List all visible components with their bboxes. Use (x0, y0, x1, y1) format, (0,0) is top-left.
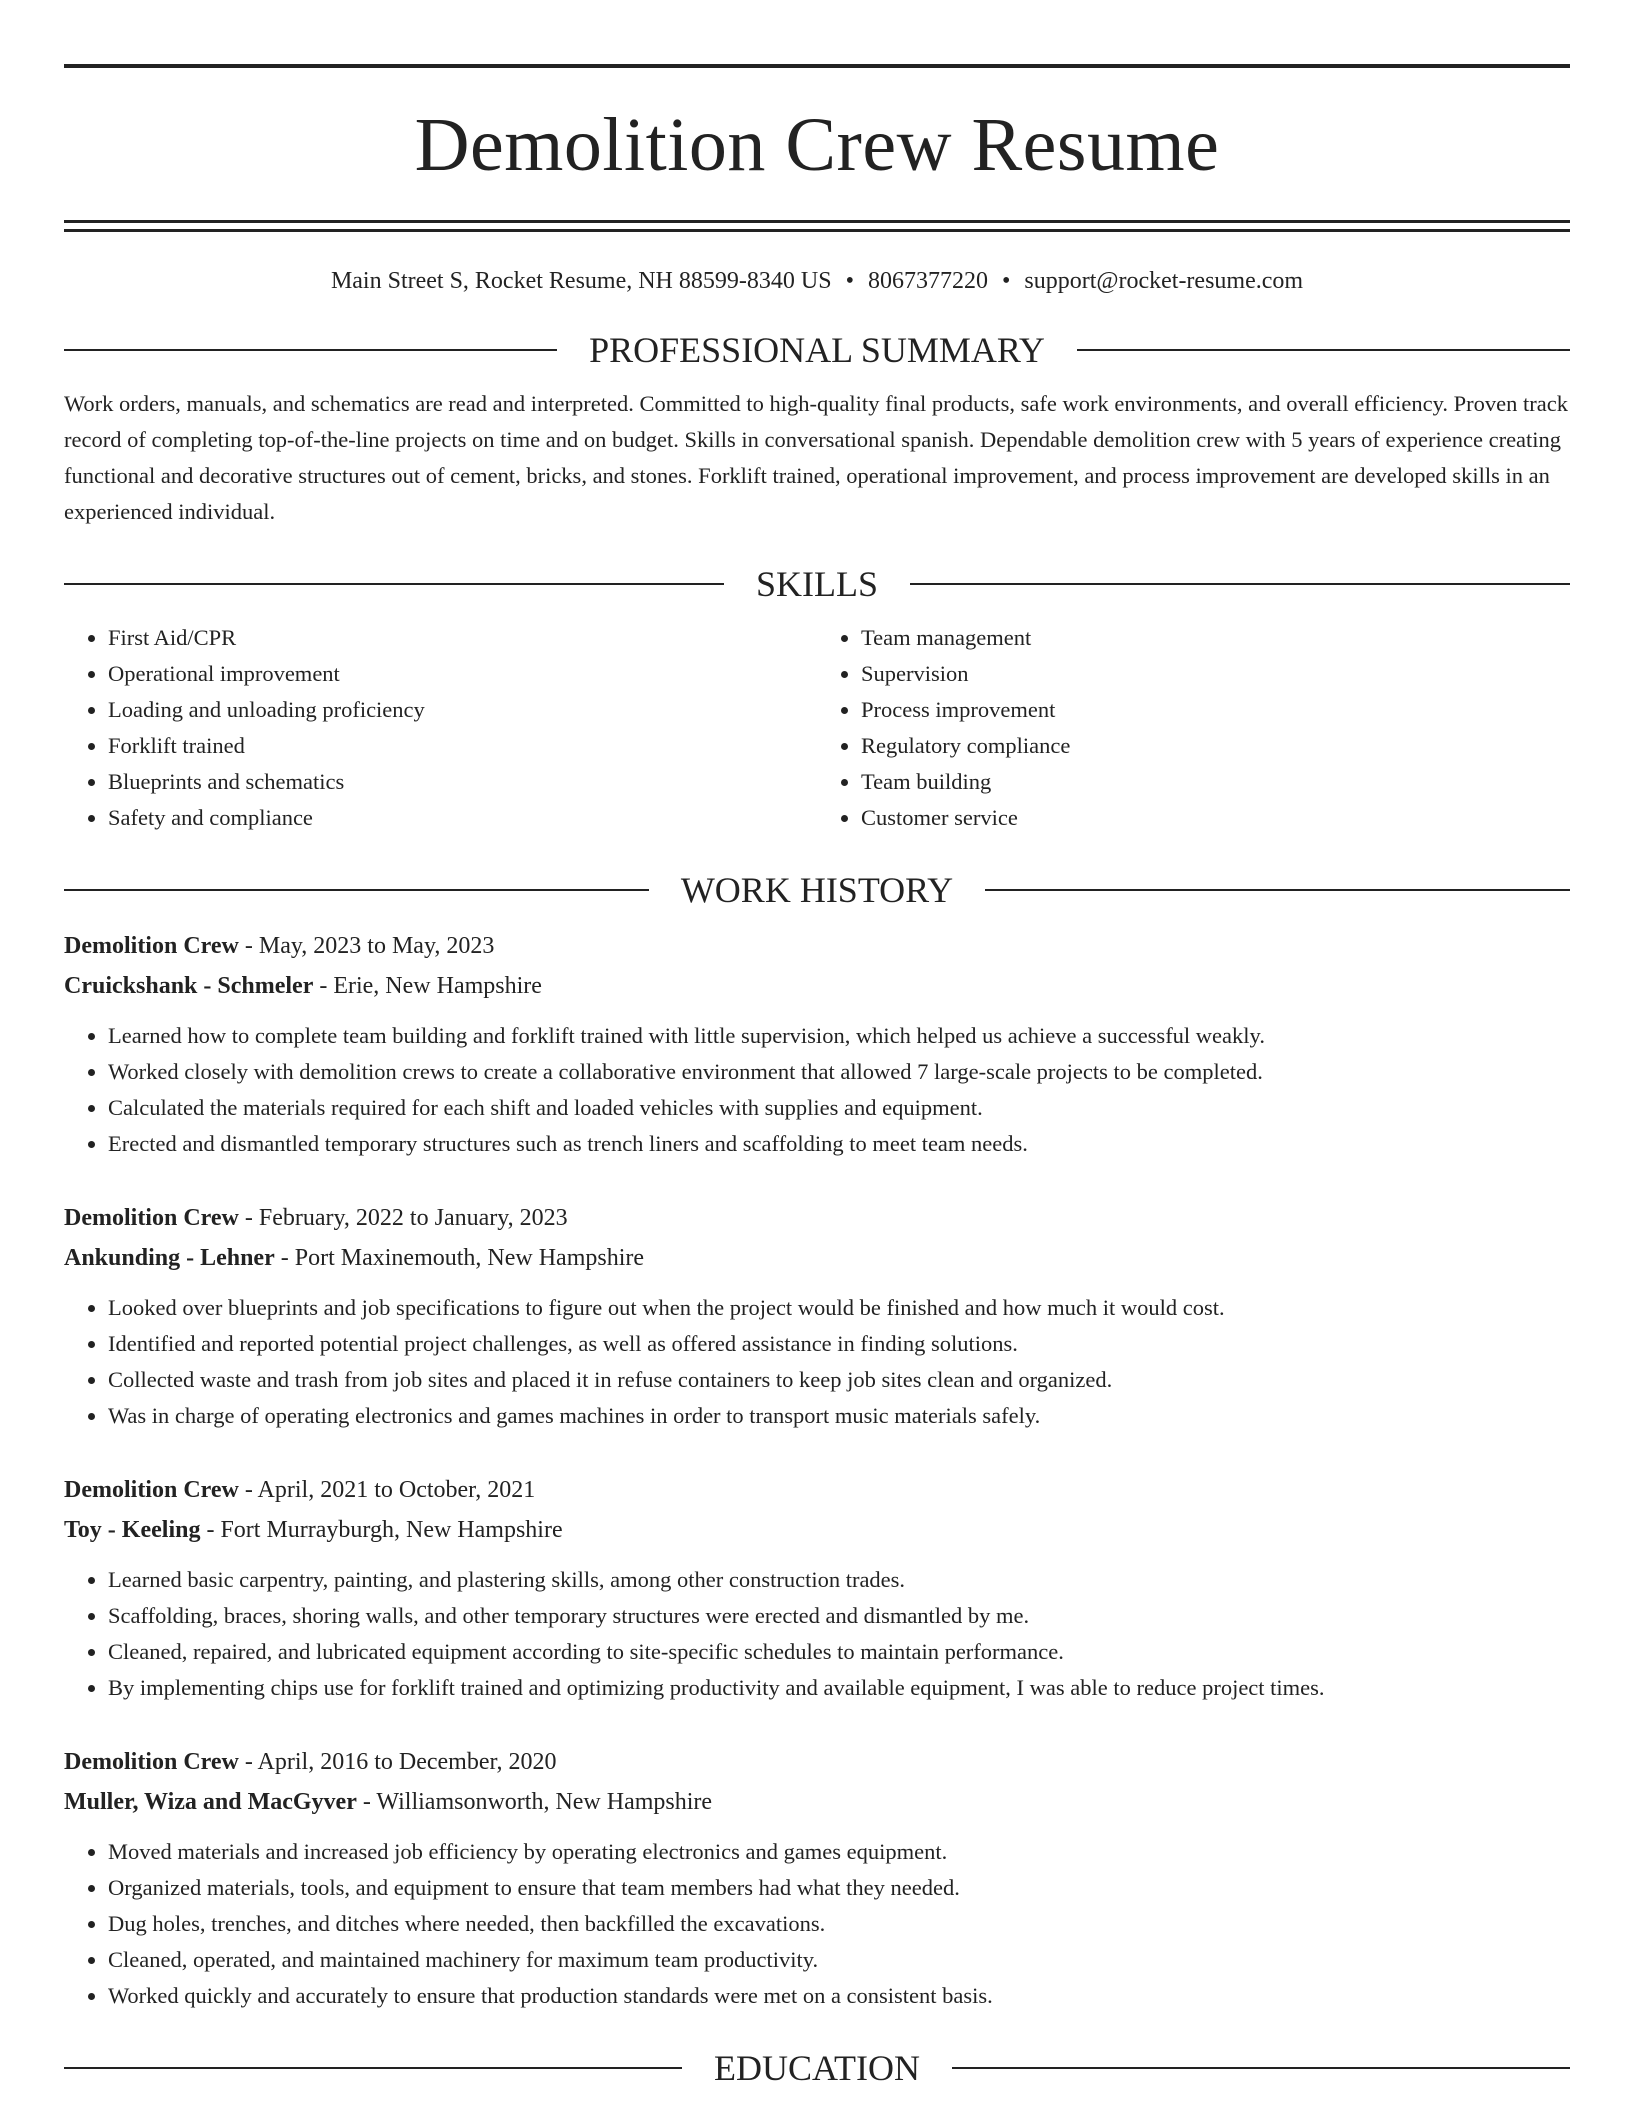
summary-text: Work orders, manuals, and schematics are read and interpreted. Committed to high-quality final products, safe work environments, and overall efficiency. Proven track record of completing top-of-the-line projects on time and on budget. Skills in conversational spanish. Dependable demolition crew with 5 years of experience creating functional and decorative structures out of cement, bricks, and stones. Forklift trained, operational improvement, and process improvement are developed skills in an experienced individual. (64, 391, 1568, 524)
skill-item: • Forklift trained (108, 728, 817, 764)
job-role: Demolition Crew (64, 1477, 239, 1503)
job-title-line (64, 1198, 1570, 1238)
job-bullets (64, 1290, 1570, 1434)
job-company: Muller, Wiza and MacGyver (64, 1789, 357, 1815)
heading-rule (64, 349, 557, 351)
job-bullet: • Was in charge of operating electronics and games machines in order to transport music materials safely. (108, 1398, 1570, 1434)
job-bullet: • Dug holes, trenches, and ditches where needed, then backfilled the excavations. (108, 1906, 1570, 1942)
job-bullet: • Erected and dismantled temporary structures such as trench liners and scaffolding to meet team needs. (108, 1126, 1570, 1162)
job-title-line (64, 1470, 1570, 1510)
skills-column-right (817, 620, 1570, 836)
job-bullet: • Learned how to complete team building and forklift trained with little supervision, which helped us achieve a successful weakly. (108, 1018, 1570, 1054)
job-bullet: • Cleaned, repaired, and lubricated equipment according to site-specific schedules to maintain performance. (108, 1634, 1570, 1670)
skill-item: • Team management (861, 620, 1570, 656)
job-bullet: • Moved materials and increased job efficiency by operating electronics and games equipment. (108, 1834, 1570, 1870)
contact-line (64, 266, 1570, 296)
job-location: - Fort Murrayburgh, New Hampshire (200, 1517, 563, 1543)
job-bullet: • Learned basic carpentry, painting, and plastering skills, among other construction trades. (108, 1562, 1570, 1598)
section-heading-skills (64, 564, 1570, 604)
skill-item: • Supervision (861, 656, 1570, 692)
skill-item: • First Aid/CPR (108, 620, 817, 656)
contact-separator: • (1001, 268, 1011, 294)
job-bullet: • Identified and reported potential project challenges, as well as offered assistance in finding solutions. (108, 1326, 1570, 1362)
job-bullet: • Looked over blueprints and job specifications to figure out when the project would be finished and how much it would cost. (108, 1290, 1570, 1326)
skill-item: • Blueprints and schematics (108, 764, 817, 800)
section-heading-summary (64, 330, 1570, 370)
skill-item: • Customer service (861, 800, 1570, 836)
section-title: EDUCATION (714, 2048, 920, 2088)
resume-page (64, 64, 1570, 2104)
job-bullet: • Worked quickly and accurately to ensure that production standards were met on a consistent basis. (108, 1978, 1570, 2014)
job-role: Demolition Crew (64, 933, 239, 959)
top-rule (64, 64, 1570, 68)
job-entry (64, 926, 1570, 1162)
section-heading-work-history (64, 870, 1570, 910)
section-title: PROFESSIONAL SUMMARY (589, 330, 1045, 370)
skills-list (64, 620, 1570, 836)
heading-rule (952, 2067, 1570, 2069)
job-company-line (64, 1238, 1570, 1278)
job-entry (64, 1742, 1570, 2014)
job-company-line (64, 1782, 1570, 1822)
job-company-line (64, 1510, 1570, 1550)
heading-rule (1077, 349, 1570, 351)
job-dates: - May, 2023 to May, 2023 (238, 933, 495, 959)
job-bullet: • Cleaned, operated, and maintained machinery for maximum team productivity. (108, 1942, 1570, 1978)
job-title-line (64, 1742, 1570, 1782)
job-bullets (64, 1018, 1570, 1162)
job-company-line (64, 966, 1570, 1006)
job-bullet: • By implementing chips use for forklift trained and optimizing productivity and available equipment, I was able to reduce project times. (108, 1670, 1570, 1706)
job-company: Cruickshank - Schmeler (64, 973, 314, 999)
job-entry (64, 1198, 1570, 1434)
job-location: - Erie, New Hampshire (313, 973, 542, 999)
job-bullet: • Organized materials, tools, and equipment to ensure that team members had what they needed. (108, 1870, 1570, 1906)
skill-item: • Team building (861, 764, 1570, 800)
section-title: SKILLS (756, 564, 879, 604)
job-company: Toy - Keeling (64, 1517, 201, 1543)
title-double-rule (64, 220, 1570, 232)
heading-rule (64, 889, 649, 891)
contact-address: Main Street S, Rocket Resume, NH 88599-8340 US (330, 268, 832, 294)
job-bullet: • Collected waste and trash from job sites and placed it in refuse containers to keep job sites clean and organized. (108, 1362, 1570, 1398)
resume-title: Demolition Crew Resume (414, 103, 1220, 187)
job-entry (64, 1470, 1570, 1706)
job-role: Demolition Crew (64, 1205, 239, 1231)
job-dates: - April, 2021 to October, 2021 (238, 1477, 536, 1503)
contact-email: support@rocket-resume.com (1024, 268, 1304, 294)
contact-phone: 8067377220 (867, 268, 988, 294)
job-dates: - April, 2016 to December, 2020 (238, 1749, 557, 1775)
job-company: Ankunding - Lehner (64, 1245, 275, 1271)
skill-item: • Regulatory compliance (861, 728, 1570, 764)
job-bullets (64, 1834, 1570, 2014)
job-bullets (64, 1562, 1570, 1706)
heading-rule (64, 583, 724, 585)
job-role: Demolition Crew (64, 1749, 239, 1775)
job-title-line (64, 926, 1570, 966)
skill-item: • Operational improvement (108, 656, 817, 692)
skill-item: • Loading and unloading proficiency (108, 692, 817, 728)
job-bullet: • Worked closely with demolition crews to create a collaborative environment that allowed 7 large-scale projects to be completed. (108, 1054, 1570, 1090)
skill-item: • Safety and compliance (108, 800, 817, 836)
job-dates: - February, 2022 to January, 2023 (238, 1205, 568, 1231)
contact-separator: • (845, 268, 854, 294)
job-location: - Port Maxinemouth, New Hampshire (274, 1245, 645, 1271)
skill-item: • Process improvement (861, 692, 1570, 728)
skills-column-left (64, 620, 817, 836)
heading-rule (910, 583, 1570, 585)
heading-rule (64, 2067, 682, 2069)
job-bullet: • Calculated the materials required for each shift and loaded vehicles with supplies and equipment. (108, 1090, 1570, 1126)
heading-rule (985, 889, 1570, 891)
job-location: - Williamsonworth, New Hampshire (356, 1789, 713, 1815)
section-title: WORK HISTORY (680, 870, 954, 910)
job-bullet: • Scaffolding, braces, shoring walls, and other temporary structures were erected and dismantled by me. (108, 1598, 1570, 1634)
section-heading-education (64, 2048, 1570, 2088)
